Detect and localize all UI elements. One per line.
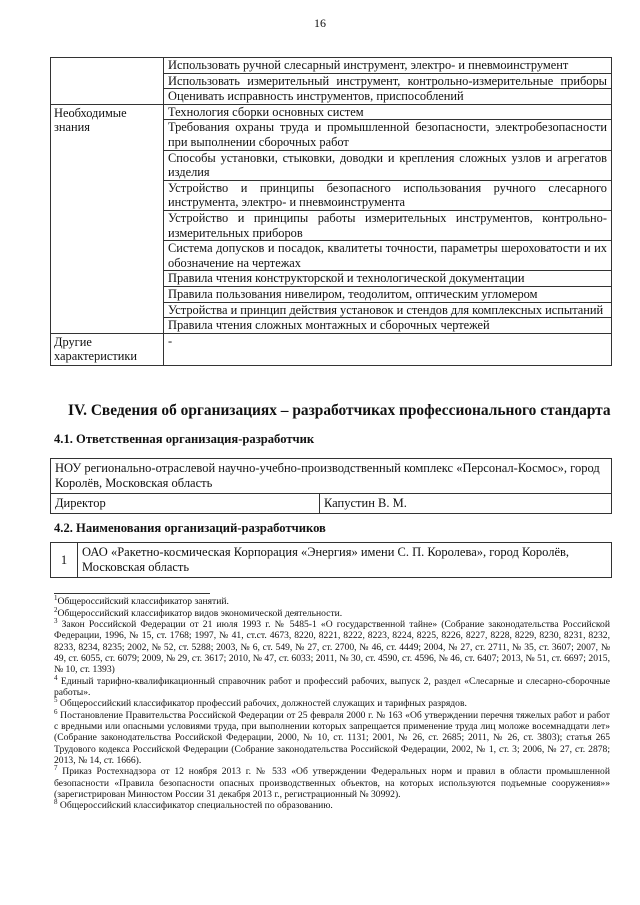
table-cell: Правила чтения конструкторской и технологической документации	[164, 271, 612, 287]
table-cell: Устройство и принципы безопасного использования ручного слесарного инструмента, электро- и пневмоинструмента	[164, 180, 612, 210]
footnote-text: Приказ Ростехнадзора от 12 ноября 2013 г. № 533 «Об утверждении Федеральных норм и правил в области промышленной безопасности «Правила безопасности опасных производственных объектов, на которых используются подъемные сооружения»» (зарегистрирован Минюстом России 31 декабря 2013 г., регистрационный № 30992).	[54, 766, 610, 800]
row-label	[51, 58, 164, 105]
footnote	[54, 800, 610, 811]
footnote-mark: 8	[54, 798, 58, 807]
footnote	[54, 698, 610, 709]
footnote	[54, 605, 610, 619]
footnote	[54, 707, 610, 766]
footnote-mark: 2	[54, 605, 58, 614]
table-row	[51, 543, 612, 578]
table-row	[51, 459, 612, 494]
table-cell: Правила чтения сложных монтажных и сборочных чертежей	[164, 318, 612, 334]
footnote	[54, 766, 610, 800]
row-label-knowledge: Необходимые знания	[51, 104, 164, 333]
footnote	[54, 619, 610, 675]
row-label-other: Другие характеристики	[51, 333, 164, 365]
position-cell: Директор	[51, 494, 320, 514]
footnote	[54, 593, 610, 607]
footnote-divider	[54, 593, 210, 594]
table-cell: Способы установки, стыковки, доводки и крепления сложных узлов и агрегатов изделия	[164, 150, 612, 180]
footnote	[54, 673, 610, 698]
table-cell: Использовать ручной слесарный инструмент, электро- и пневмоинструмент	[164, 58, 612, 74]
skills-knowledge-table	[50, 57, 612, 366]
table-cell: Использовать измерительный инструмент, контрольно-измерительные приборы	[164, 73, 612, 89]
footnote-text: Общероссийский классификатор профессий рабочих, должностей служащих и тарифных разрядов.	[57, 698, 467, 710]
footnote-text: Единый тарифно-квалификационный справочник работ и профессий рабочих, выпуск 2, раздел «Слесарные и слесарно-сборочные работы».	[54, 675, 610, 698]
developer-orgs-heading: 4.2. Наименования организаций-разработчиков	[54, 521, 326, 535]
responsible-org-table	[50, 458, 612, 514]
responsible-org-heading: 4.1. Ответственная организация-разработчик	[54, 432, 315, 446]
footnote-text: Общероссийский классификатор специальностей по образованию.	[57, 800, 333, 812]
page-number: 16	[314, 16, 326, 30]
footnote-mark: 7	[54, 764, 58, 773]
table-row	[51, 104, 612, 120]
org-name-cell: НОУ регионально-отраслевой научно-учебно-производственный комплекс «Персонал-Космос», город Королёв, Московская область	[51, 459, 612, 494]
developer-orgs-table	[50, 542, 612, 578]
table-row	[51, 58, 612, 74]
table-row	[51, 333, 612, 365]
table-cell: Технология сборки основных систем	[164, 104, 612, 120]
footnote-mark: 6	[54, 707, 58, 716]
footnote-mark: 5	[54, 696, 58, 705]
section-title: IV. Сведения об организациях – разработчиках профессионального стандарта	[68, 402, 611, 419]
org-number-cell: 1	[51, 543, 78, 578]
footnotes	[54, 593, 610, 812]
footnote-mark: 3	[54, 617, 58, 625]
table-cell: Устройства и принцип действия установок и стендов для комплексных испытаний	[164, 302, 612, 318]
table-cell: Требования охраны труда и промышленной безопасности, электробезопасности при выполнении сборочных работ	[164, 120, 612, 150]
footnote-text: Постановление Правительства Российской Федерации от 25 февраля 2000 г. № 163 «Об утверждении перечня тяжелых работ и работ с вредными или опасными условиями труда, при выполнении которых запрещается применение труда лиц моложе восемнадцати лет» (Собрание законодательства Российской Федерации, 2000, № 10, ст. 1131; 2001, № 26, ст. 2685; 2011, № 26, ст. 3803); статья 265 Трудового кодекса Российской Федерации (Собрание законодательства Российской Федерации, 2002, № 1, ст. 3; 2006, № 27, ст. 2878; 2013, № 14, ст. 1666).	[54, 709, 610, 766]
footnote-mark: 4	[54, 673, 58, 682]
footnote-text: Общероссийский классификатор занятий.	[57, 596, 229, 607]
table-row	[51, 494, 612, 514]
org-name-cell: ОАО «Ракетно-космическая Корпорация «Энергия» имени С. П. Королева», город Королёв, Московская область	[78, 543, 612, 578]
table-cell: -	[164, 333, 612, 365]
footnote-text: Общероссийский классификатор видов экономической деятельности.	[57, 607, 343, 619]
person-cell: Капустин В. М.	[320, 494, 612, 514]
table-cell: Правила пользования нивелиром, теодолитом, оптическим угломером	[164, 286, 612, 302]
footnote-text: Закон Российской Федерации от 21 июля 1993 г. № 5485-1 «О государственной тайне» (Собрание законодательства Российской Федерации, 1996, № 15, ст. 1768; 1997, № 41, ст.ст. 4673, 8220, 8221, 8222, 8223, 8224, 8225, 8226, 8227, 8228, 8229, 8230, 8231, 8232, 8233, 8234, 8235; 2002, № 52, ст. 5288; 2003, № 6, ст. 549, № 27, ст. 2700, № 46, ст. 4449; 2004, № 27, ст. 2711, № 35, ст. 3607; 2007, № 49, ст. 6055, ст. 6079; 2009, № 29, ст. 3617; 2010, № 47, ст. 6033; 2011, № 30, ст. 4590, ст. 4596, № 46, ст. 6407; 2013, № 51, ст. 6697; 2015, № 10, ст. 1393)	[54, 619, 610, 675]
table-cell: Система допусков и посадок, квалитеты точности, параметры шероховатости и их обозначение на чертежах	[164, 241, 612, 271]
table-cell: Оценивать исправность инструментов, приспособлений	[164, 89, 612, 105]
table-cell: Устройство и принципы работы измерительных инструментов, контрольно-измерительных приборов	[164, 210, 612, 240]
footnote-mark: 1	[54, 593, 58, 602]
